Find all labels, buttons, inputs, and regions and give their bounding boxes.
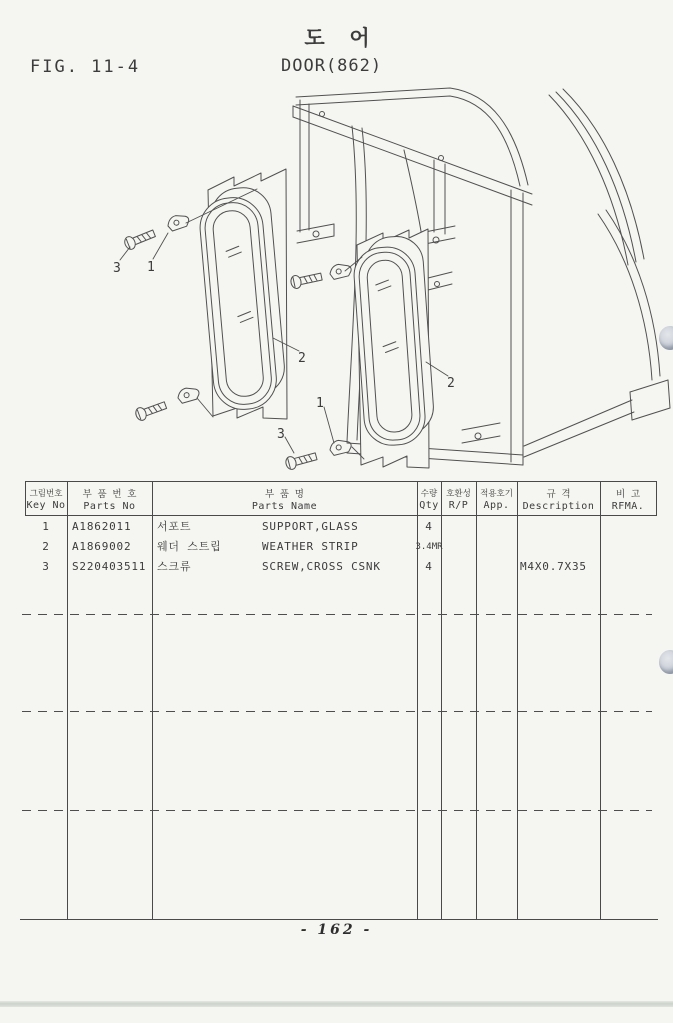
cell-name-korean: 웨더 스트립: [157, 540, 222, 553]
header-cell-description: 규 격 Description: [522, 488, 595, 512]
cell-qty: 3.4MR: [415, 542, 443, 552]
scan-artifact-bar: [0, 1001, 673, 1007]
cell-qty: 4: [425, 520, 433, 533]
table-bottom-rule: [20, 919, 658, 920]
callout-number-2b: 2: [447, 376, 455, 391]
cell-parts-no: S220403511: [72, 560, 147, 573]
cell-description: M4X0.7X35: [520, 560, 587, 573]
cell-name-korean: 스크류: [157, 560, 192, 573]
binder-hole-shadow-bottom: [659, 650, 673, 674]
callout-number-3a: 3: [113, 261, 121, 276]
cell-parts-no: A1869002: [72, 540, 132, 553]
clip-middle: [329, 262, 353, 280]
figure-label: FIG. 11-4: [30, 57, 141, 77]
header-cell-qty: 수량 Qty: [419, 488, 439, 511]
clip-bottom-left: [176, 386, 200, 404]
page-title-korean: 도 어: [304, 26, 376, 50]
table-right-border: [656, 481, 657, 516]
column-rule: [152, 481, 153, 919]
header-cell-parts-name: 부 품 명 Parts Name: [251, 488, 318, 512]
header-cell-rfma: 비 고 RFMA.: [611, 488, 645, 512]
dashed-row-rule: [22, 711, 652, 712]
screw-middle: [290, 270, 323, 289]
cell-key-no: 1: [42, 520, 50, 533]
callout-number-1b: 1: [316, 396, 324, 411]
cell-key-no: 3: [42, 560, 50, 573]
column-rule: [517, 481, 518, 919]
header-cell-rp: 호환성 R/P: [446, 488, 471, 511]
screw-top-left: [123, 227, 157, 251]
cell-name-english: SCREW,CROSS CSNK: [262, 560, 381, 573]
column-rule: [476, 481, 477, 919]
cell-qty: 4: [425, 560, 433, 573]
cell-name-english: SUPPORT,GLASS: [262, 520, 359, 533]
dashed-row-rule: [22, 810, 652, 811]
cell-parts-no: A1862011: [72, 520, 132, 533]
page-number: - 162 -: [300, 922, 373, 938]
callout-number-2a: 2: [298, 351, 306, 366]
screw-bottom-left: [134, 399, 168, 422]
cell-name-english: WEATHER STRIP: [262, 540, 359, 553]
column-rule: [67, 481, 68, 919]
page-title-english: DOOR(862): [281, 56, 383, 76]
dashed-row-rule: [22, 614, 652, 615]
weather-strip-right: [352, 235, 436, 447]
column-rule: [600, 481, 601, 919]
door-frame: [293, 88, 670, 465]
cell-name-korean: 서포트: [157, 520, 192, 533]
header-cell-parts-no: 부 품 번 호 Parts No: [82, 488, 137, 512]
callout-number-1a: 1: [147, 260, 155, 275]
callout-number-3b: 3: [277, 427, 285, 442]
header-cell-app: 적용호기 App.: [480, 488, 513, 511]
header-cell-key-no: 그림번호 Key No: [26, 488, 66, 511]
table-header-bottom-rule: [25, 515, 657, 516]
cell-key-no: 2: [42, 540, 50, 553]
screw-bottom-middle: [284, 450, 317, 471]
parts-diagram: [0, 0, 673, 478]
